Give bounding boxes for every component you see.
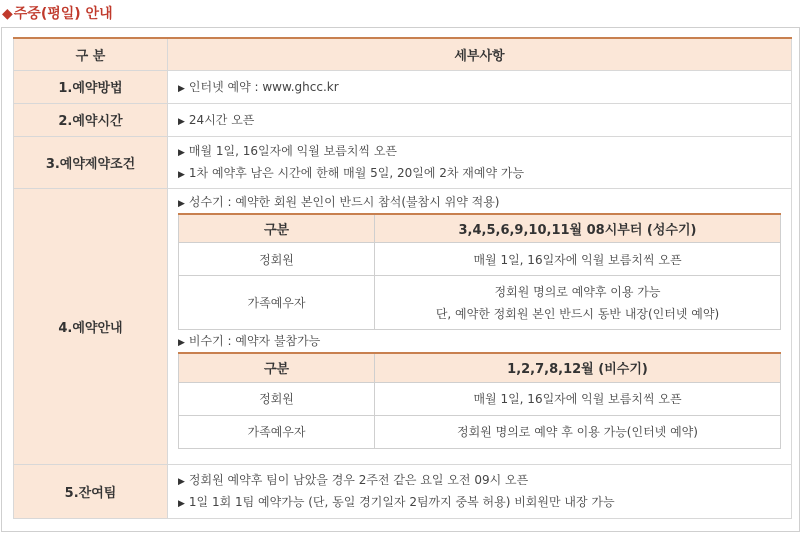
header-category: 구 분 [14, 38, 168, 70]
offpeak-header-period: 1,2,7,8,12월 (비수기) [375, 353, 781, 382]
header-details: 세부사항 [168, 38, 792, 70]
peak-season-note: 성수기 : 예약한 회원 본인이 반드시 참석(불참시 위약 적용) [188, 194, 500, 209]
reservation-time-text: 24시간 오픈 [188, 112, 255, 127]
offpeak-season-note: 비수기 : 예약자 불참가능 [188, 334, 321, 348]
peak-header-period: 3,4,5,6,9,10,11월 08시부터 (성수기) [375, 214, 781, 243]
peak-family-label: 가족예우자 [179, 276, 375, 330]
offpeak-family-text: 정회원 명의로 예약 후 이용 가능(인터넷 예약) [375, 415, 781, 448]
arrow-icon: ▶ [178, 338, 185, 348]
row-detail-reservation-time [168, 103, 792, 136]
peak-family-cell [375, 276, 781, 330]
content-frame [1, 27, 800, 532]
row-detail-reservation-guide [168, 188, 792, 464]
reservation-info-table [13, 37, 792, 519]
table-row [179, 276, 781, 330]
arrow-icon: ▶ [178, 198, 185, 209]
peak-family-text-2: 단, 예약한 정회원 본인 반드시 동반 내장(인터넷 예약) [435, 306, 720, 321]
arrow-icon: ▶ [178, 499, 185, 509]
row-label-reservation-time: 2.예약시간 [14, 103, 168, 136]
reservation-method-text: 인터넷 예약 : www.ghcc.kr [188, 79, 339, 94]
peak-season-table [178, 213, 781, 331]
page-title [2, 3, 113, 23]
offpeak-family-label: 가족예우자 [179, 415, 375, 448]
table-row [14, 188, 792, 464]
table-row [14, 464, 792, 518]
arrow-icon: ▶ [178, 83, 185, 94]
arrow-icon: ▶ [178, 477, 185, 487]
peak-member-text: 매월 1일, 16일자에 익월 보름치씩 오픈 [375, 243, 781, 276]
arrow-icon: ▶ [178, 148, 185, 158]
row-detail-reservation-limits [168, 136, 792, 188]
table-row [179, 243, 781, 276]
table-row [14, 136, 792, 188]
row-label-reservation-limits: 3.예약제약조건 [14, 136, 168, 188]
peak-family-text-1: 정회원 명의로 예약후 이용 가능 [494, 284, 661, 299]
table-row [14, 70, 792, 103]
arrow-icon: ▶ [178, 116, 185, 127]
diamond-bullet-icon: ◆ [2, 6, 13, 22]
offpeak-season-table [178, 352, 781, 449]
row-detail-remaining-teams [168, 464, 792, 518]
offpeak-member-text: 매월 1일, 16일자에 익월 보름치씩 오픈 [375, 382, 781, 415]
table-row [179, 415, 781, 448]
reservation-limits-text-1: 매월 1일, 16일자에 익월 보름치씩 오픈 [188, 144, 398, 158]
table-row [179, 382, 781, 415]
peak-header-category: 구분 [179, 214, 375, 243]
row-detail-reservation-method [168, 70, 792, 103]
offpeak-header-row [179, 353, 781, 382]
row-label-reservation-guide: 4.예약안내 [14, 188, 168, 464]
table-row [14, 103, 792, 136]
row-label-reservation-method: 1.예약방법 [14, 70, 168, 103]
reservation-limits-text-2: 1차 예약후 남은 시간에 한해 매월 5일, 20일에 2차 재예약 가능 [188, 166, 525, 180]
row-label-remaining-teams: 5.잔여팀 [14, 464, 168, 518]
remaining-teams-text-2: 1일 1회 1팀 예약가능 (단, 동일 경기일자 2팀까지 중복 허용) 비회원만 내장 가능 [188, 495, 615, 509]
remaining-teams-text-1: 정회원 예약후 팀이 남았을 경우 2주전 같은 요일 오전 09시 오픈 [188, 473, 529, 487]
peak-header-row [179, 214, 781, 243]
page-title-text: 주중(평일) 안내 [13, 6, 113, 22]
offpeak-header-category: 구분 [179, 353, 375, 382]
peak-member-label: 정회원 [179, 243, 375, 276]
offpeak-member-label: 정회원 [179, 382, 375, 415]
table-header-row [14, 38, 792, 70]
arrow-icon: ▶ [178, 170, 185, 180]
